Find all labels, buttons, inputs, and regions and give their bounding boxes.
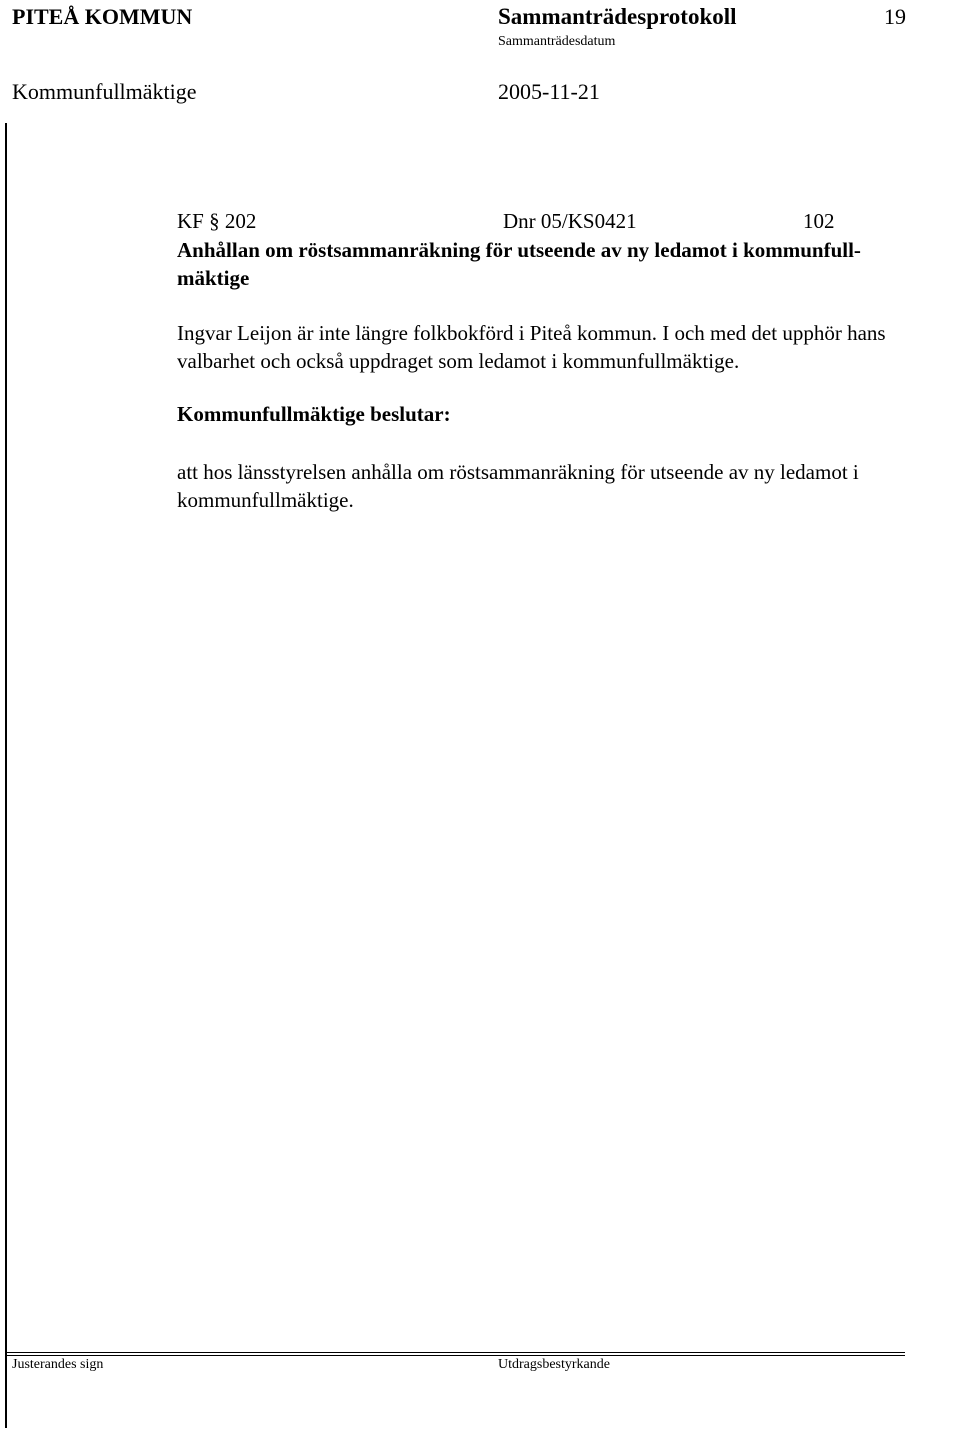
decision-heading: Kommunfullmäktige beslutar: — [177, 402, 451, 426]
governing-body: Kommunfullmäktige — [12, 79, 197, 104]
diary-number: Dnr 05/KS0421 — [503, 209, 637, 233]
item-title-line-2: mäktige — [177, 266, 250, 290]
item-title-line-1: Anhållan om röstsammanräkning för utseende av ny ledamot i kommunfull- — [177, 238, 861, 262]
margin-rule — [5, 123, 7, 1428]
decision-text: att hos länsstyrelsen anhålla om röstsammanräkning för utseende av ny ledamot i kommunfullmäktige. — [177, 460, 859, 512]
meeting-date: 2005-11-21 — [498, 79, 600, 104]
page-reference: 102 — [803, 209, 835, 233]
footer-signature-label: Justerandes sign — [12, 1357, 104, 1372]
document-type: Sammanträdesprotokoll — [498, 4, 737, 29]
footer-divider — [5, 1352, 905, 1353]
organization-name: PITEÅ KOMMUN — [12, 4, 193, 29]
paragraph-number: KF § 202 — [177, 209, 257, 233]
footer-divider-secondary — [5, 1355, 905, 1356]
footer-certification-label: Utdragsbestyrkande — [498, 1357, 610, 1372]
item-title — [177, 236, 957, 292]
item-body-text: Ingvar Leijon är inte längre folkbokförd i Piteå kommun. I och med det upphör hans valbarhet och också uppdraget som ledamot i kommunfullmäktige. — [177, 321, 886, 373]
meeting-date-label: Sammanträdesdatum — [498, 34, 616, 49]
page-number: 19 — [884, 4, 906, 29]
